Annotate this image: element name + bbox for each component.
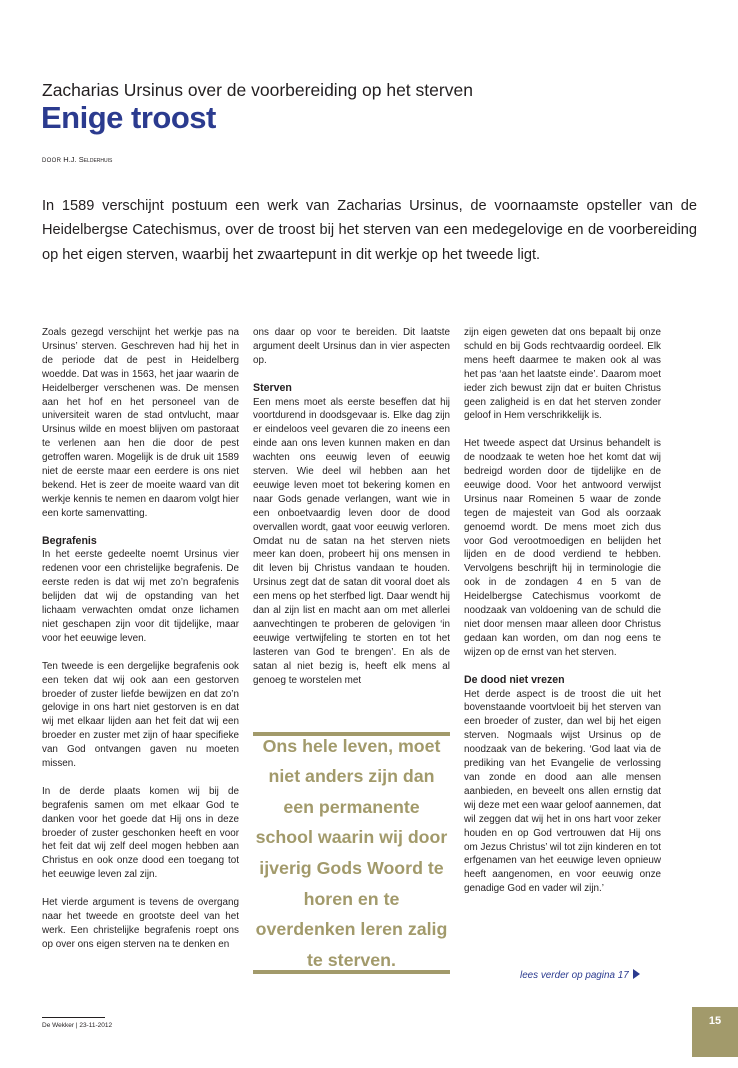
section-heading-begrafenis: Begrafenis [42,534,97,547]
byline [42,155,112,164]
pull-quote-text: Ons hele leven, moet niet anders zijn dan een permanente school waarin wij door ijverig Gods Woord te horen en te overdenken leren zalig te sterven. [255,735,448,970]
paragraph: zijn eigen geweten dat ons bepaalt bij onze schuld en bij Gods rechtvaardig oordeel. Elk mens heeft daarmee te maken ook al was het pas ‘aan het laatste einde’. Daarom moet ieder zich bewust zijn dat er buiten Christus geen zaligheid is en dat het sterven zonder geloof in Hem verschrikkelijk is. [464,327,661,422]
section-heading-sterven: Sterven [253,381,292,394]
paragraph: Het tweede aspect dat Ursinus behandelt is de noodzaak te weten hoe het komt dat wij bedreigd worden door de tijdelijke en de eeuwige dood. Voor het antwoord verwijst Ursinus naar Romeinen 5 waar de zonde tegen de majesteit van God als oorzaak genoemd wordt. De mens moet zich dus voor God verootmoedigen en belijden het lijden en de dood verdiend te hebben. Vervolgens beschrijft hij in terminologie die ook in de zondagen 4 en 5 van de Heidelbergse Catechismus voorkomt de noodzaak van voldoening van de schuld die niet door mensen maar alleen door Christus gedaan kan worden, om dan nog eens te wijzen op de ernst van het sterven. [464,438,661,658]
article-title: Enige troost [41,100,216,135]
page-number: 15 [692,1007,738,1057]
paragraph: In de derde plaats komen wij bij de begrafenis samen om met elkaar God te danken voor het goede dat Hij ons in deze broeder of zuster geschonken heeft en voor het feit dat wij zelf deel mogen hebben aan Christus en ook onze dood een toegang tot het eeuwige leven zal zijn. [42,785,239,881]
paragraph: In het eerste gedeelte noemt Ursinus vier redenen voor een christelijke begrafenis. De eerste reden is dat wij met zo’n begrafenis belijden dat wij de opstanding van het lichaam verwachten omdat onze lichamen niet geschapen zijn voor dit tijdelijke, maar voor het eeuwige leven. [42,549,239,644]
article-intro: In 1589 verschijnt postuum een werk van Zacharias Ursinus, de voornaamste opsteller van de Heidelbergse Catechismus, over de troost bij het sterven van een medegelovige en de voorbereiding op het eigen sterven, waarbij het zwaartepunt in dit werkje op het tweede ligt. [42,198,697,263]
footer-publication: De Wekker | 23-11-2012 [42,1022,113,1029]
section-heading-dood-niet-vrezen: De dood niet vrezen [464,673,565,686]
read-more-label: lees verder op pagina 17 [520,970,629,981]
paragraph: Het vierde argument is tevens de overgang naar het tweede en grootste deel van het werk. Een christelijke begrafenis roept ons op over ons eigen sterven na te denken en [42,897,239,950]
paragraph: Een mens moet als eerste beseffen dat hij voortdurend in doodsgevaar is. Elke dag zijn er eindeloos veel gevaren die zo ineens een einde aan ons leven kunnen maken en dan wachten ons eeuwig leven of eeuwig sterven. Wie deel wil hebben aan het eeuwige leven moet tot bekering komen en naar Gods genade verlangen, want wie in een onboetvaardig leven door de dood overvallen wordt, gaat voor eeuwig verloren. Omdat nu de satan na het sterven niets meer kan doen, probeert hij ons mensen in dit leven bij Christus vandaan te houden. Ursinus zegt dat de satan dit vooral doet als een mens op het sterfbed ligt. Daar wendt hij dan al zijn list en macht aan om met allerlei aanvechtingen te proberen de gelovigen ‘in eeuwige vertwijfeling te storten en tot het lasteren van God te brengen’. En als de satan al niet bezig is, heeft elk mens al genoeg te worstelen met [253,396,450,686]
paragraph: Zoals gezegd verschijnt het werkje pas na Ursinus’ sterven. Geschreven had hij het in de periode dat de pest in Heidelberg woedde. Dat was in 1563, het jaar waarin de Heidelberger verschenen was. De mensen aan het hof en het personeel van de universiteit waren de stad ontvlucht, maar Ursinus wilde en moest blijven om pastoraat te verlenen aan hen die door de pest getroffen waren. Mogelijk is de druk uit 1589 niet de eerste maar een eerdere is ons niet bekend. Het is zeer de moeite waard van dit werkje kennis te nemen en daarom volgt hier een korte samenvatting. [42,327,239,519]
arrow-right-icon [633,969,640,979]
article-kicker: Zacharias Ursinus over de voorbereiding op het sterven [42,80,473,100]
paragraph: Het derde aspect is de troost die uit het bovenstaande voortvloeit bij het sterven van een broeder of zuster, dan wel bij het eigen sterven. Nogmaals wijst Ursinus op de noodzaak van de bekering. ‘God laat via de prediking van het Evangelie de verlossing van zonde en dood aan alle mensen aanbieden, en beveelt ons allen ernstig dat wij deze met een waar geloof aannemen, dat wil zeggen dat wij het in ons hart voor zeker houden en op God vertrouwen dat Hij ons om Jezus Christus’ wil tot zijn kinderen en tot erfgenamen van het eeuwige leven opnieuw heeft aangenomen, en voor eeuwig onze genadige God en vader wil zijn.’ [464,688,661,895]
pull-quote [253,732,450,974]
text-column-3 [464,326,661,910]
paragraph: ons daar op voor te bereiden. Dit laatste argument deelt Ursinus dan in vier aspecten op. [253,327,450,366]
read-more-link[interactable] [520,969,640,981]
paragraph: Ten tweede is een dergelijke begrafenis ook een teken dat wij ook aan een gestorven broeder of zuster liefde bewijzen en dat zo’n gelovige in ons hart niet gestorven is en dat wij met elkaar lijden aan het feit dat wij een broeder en zuster met zijn of haar specifieke van God ontvangen gaven nu moeten missen. [42,660,239,770]
byline-prefix: DOOR [42,158,62,164]
footer-divider [42,1017,105,1018]
text-column-1 [42,326,239,966]
byline-author: H.J. Selderhuis [63,155,113,164]
text-column-2 [253,326,450,701]
